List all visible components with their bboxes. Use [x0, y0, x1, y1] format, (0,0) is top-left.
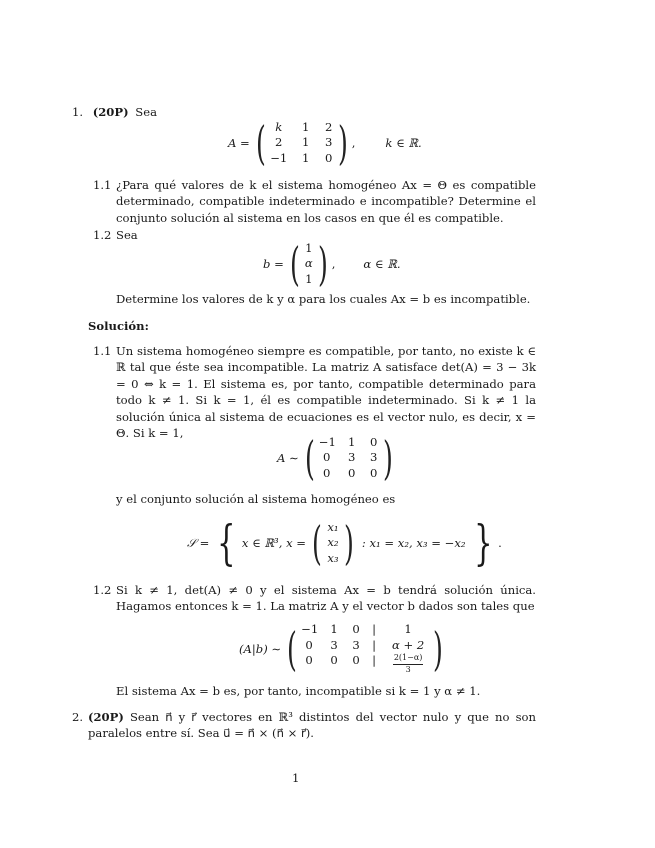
matrix-cell: 0: [323, 450, 331, 465]
set-cond-pre: x ∈ ℝ³, x =: [241, 535, 307, 550]
left-brace: {: [217, 515, 236, 571]
set-end: .: [498, 535, 502, 550]
matrix-cell: 3: [330, 637, 338, 652]
matrix-cell: 3: [325, 135, 333, 150]
s2-text: Si k ≠ 1, det(A) ≠ 0 y el sistema Ax = b tendrá solución única. Hagamos entonces k = 1. La matriz A y el vector b dados son tales que: [116, 583, 536, 614]
vector-b-suffix: ,: [331, 256, 336, 271]
set-vector: ( x₁ x₂ x₃ ): [312, 515, 354, 570]
augment-bar: |: [372, 637, 377, 652]
vector-b: ( 1 α 1 ): [289, 236, 328, 291]
matrix-cell: 0: [330, 653, 338, 668]
fraction-denominator: 3: [405, 665, 411, 675]
right-brace: }: [473, 515, 492, 571]
vector-b-equation: [263, 238, 401, 290]
problem-intro: Sea: [135, 105, 157, 119]
matrix-a-equation: [228, 116, 422, 170]
matrix-cell: 2: [325, 119, 333, 134]
alpha-domain: α ∈ ℝ.: [363, 256, 401, 271]
matrix-cell: 3: [348, 450, 356, 465]
matrix-cell: 2: [275, 135, 283, 150]
matrix-cell: 0: [352, 653, 360, 668]
problem-2-body: [88, 709, 536, 742]
q1-number: 1.1: [93, 178, 112, 192]
matrix-a-suffix: ,: [351, 135, 356, 150]
q2-text: Determine los valores de k y α para los cuales Ax = b es incompatible.: [116, 292, 531, 306]
augmented-matrix: ( −1 1 0 | 1 0 3 3 | α + 2 0 0 0 | $\frac{2(1-\alpha)}{3}$ ): [287, 622, 444, 676]
rhs-fraction: [387, 653, 429, 676]
k-domain: k ∈ ℝ.: [385, 135, 422, 150]
matrix-cell: −1: [270, 150, 288, 165]
vector-cell: x₁: [327, 519, 339, 534]
solution-set-equation: [187, 516, 502, 570]
set-cond-post: : x₁ = x₂, x₃ = −x₂: [361, 535, 466, 550]
problem-2-number: 2.: [72, 710, 84, 724]
problem-1-header: [72, 104, 157, 120]
vector-cell: 1: [305, 240, 313, 255]
s2-end: El sistema Ax = b es, por tanto, incompatible si k = 1 y α ≠ 1.: [116, 684, 481, 698]
matrix-cell: 3: [352, 637, 360, 652]
fraction-numerator: 2(1−α): [393, 653, 424, 665]
s1-text: Un sistema homogéneo siempre es compatible, por tanto, no existe k ∈ ℝ tal que éste sea incompatible. La matriz A satisface det(A) = 3 − 3k = 0 ⇔ k = 1. El sistema es, por tanto, compatible determinado para todo k ≠ 1. Si k = 1, él es compatible indeterminado. Si k ≠ 1 la solución única al sistema de ecuaciones es el vector nulo, es decir, x = Θ. Si k = 1,: [116, 344, 536, 441]
matrix-cell: 0: [352, 622, 360, 637]
matrix-cell: 1: [330, 622, 338, 637]
matrix-cell: 1: [302, 150, 310, 165]
matrix-cell: 1: [302, 119, 310, 134]
matrix-cell: −1: [318, 434, 336, 449]
q2-number: 1.2: [93, 228, 112, 242]
solution-heading: Solución:: [88, 319, 149, 333]
rhs-cell: 1: [404, 622, 412, 637]
augmented-matrix-equation: [239, 622, 447, 676]
matrix-cell: 1: [348, 434, 356, 449]
s1-after: y el conjunto solución al sistema homogéneo es: [116, 492, 396, 506]
matrix-cell: 0: [348, 465, 356, 480]
reduced-matrix-equation: [277, 432, 397, 484]
matrix-cell: k: [275, 119, 283, 134]
vector-cell: α: [304, 256, 313, 271]
matrix-cell: 0: [370, 434, 378, 449]
augment-bar: |: [372, 622, 377, 637]
set-lhs: 𝒮 =: [187, 535, 210, 550]
problem-number: 1.: [72, 105, 84, 119]
matrix-cell: −1: [301, 622, 319, 637]
matrix-cell: 0: [305, 637, 313, 652]
s2-number: 1.2: [93, 583, 112, 597]
vector-b-lhs: b =: [263, 256, 284, 271]
problem-2-points: (20P): [88, 710, 124, 724]
q2-intro: Sea: [116, 228, 138, 242]
matrix-cell: 1: [302, 135, 310, 150]
problem-points: (20P): [92, 105, 129, 119]
augment-bar: |: [372, 653, 377, 668]
matrix-cell: 0: [325, 150, 333, 165]
vector-cell: x₂: [327, 535, 339, 550]
matrix-a: ( k 1 2 2 1 3 −1 1 0 ): [255, 115, 348, 170]
matrix-cell: 0: [323, 465, 331, 480]
q1-text: ¿Para qué valores de k el sistema homogéneo Ax = Θ es compatible determinado, compatible indeterminado e incompatible? Determine el conjunto solución al sistema en los casos en que él es compatible.: [116, 178, 536, 225]
matrix-a-lhs: A =: [228, 135, 250, 150]
aug-lhs: (A|b) ∼: [239, 641, 282, 656]
matrix-cell: 0: [370, 465, 378, 480]
s1-number: 1.1: [93, 344, 112, 358]
page-number: 1: [292, 771, 300, 785]
problem-2-text: Sean n⃗ y r⃗ vectores en ℝ³ distintos del vector nulo y que no son paralelos entre sí. Sea u⃗ = n⃗ × (n⃗ × r⃗).: [88, 710, 537, 741]
vector-cell: 1: [305, 271, 313, 286]
reduced-lhs: A ∼: [277, 450, 299, 465]
rhs-cell: α + 2: [391, 637, 425, 652]
vector-cell: x₃: [327, 550, 339, 565]
matrix-cell: 3: [370, 450, 378, 465]
reduced-matrix: ( −1 1 0 0 3 3 0 0 0 ): [304, 430, 393, 485]
matrix-cell: 0: [305, 653, 313, 668]
